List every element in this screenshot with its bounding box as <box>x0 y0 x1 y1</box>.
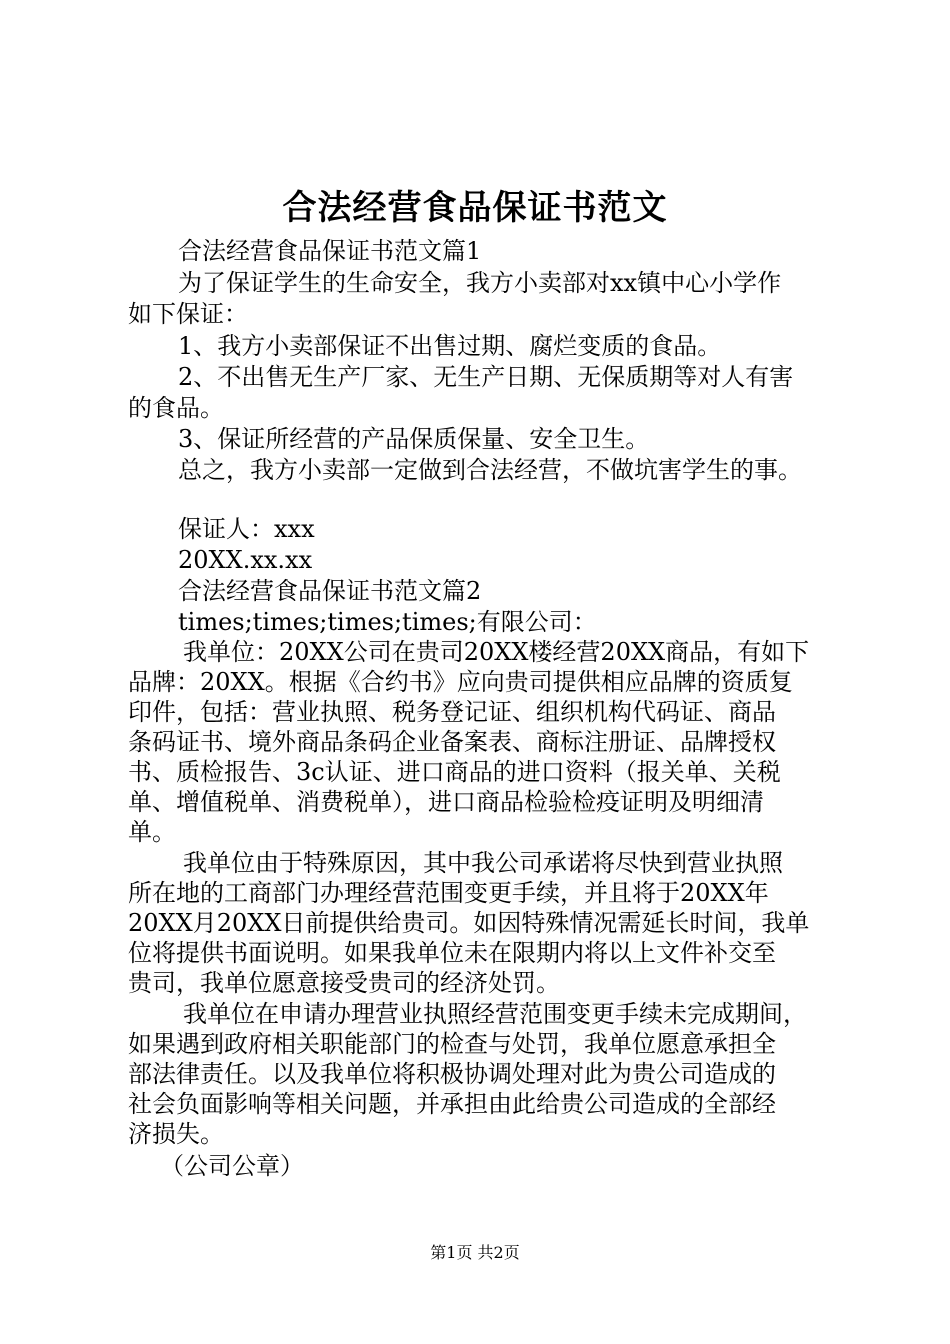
body-line: 济损失。 <box>128 1120 224 1148</box>
body-line: 位将提供书面说明。如果我单位未在限期内将以上文件补交至 <box>128 939 776 967</box>
body-line: 如果遇到政府相关职能部门的检查与处罚，我单位愿意承担全 <box>128 1030 776 1058</box>
body-line: 条码证书、境外商品条码企业备案表、商标注册证、品牌授权 <box>128 728 776 756</box>
company-seal-line: （公司公章） <box>160 1152 304 1180</box>
body-line: 总之，我方小卖部一定做到合法经营，不做坑害学生的事。 <box>178 456 802 484</box>
page-footer: 第1页 共2页 <box>430 1243 520 1262</box>
body-line: 我单位：20XX公司在贵司20XX楼经营20XX商品，有如下 <box>183 638 810 666</box>
document-title: 合法经营食品保证书范文 <box>282 188 668 228</box>
body-line: 品牌：20XX。根据《合约书》应向贵司提供相应品牌的资质复 <box>128 668 793 696</box>
body-line: 为了保证学生的生命安全，我方小卖部对xx镇中心小学作 <box>178 269 782 297</box>
body-line: 我单位由于特殊原因，其中我公司承诺将尽快到营业执照 <box>183 849 783 877</box>
date-line: 20XX.xx.xx <box>178 546 313 574</box>
body-line: 部法律责任。以及我单位将积极协调处理对此为贵公司造成的 <box>128 1060 776 1088</box>
body-line: 20XX月20XX日前提供给贵司。如因特殊情况需延长时间，我单 <box>128 909 810 937</box>
body-line: 我单位在申请办理营业执照经营范围变更手续未完成期间， <box>183 1000 807 1028</box>
body-line: 单。 <box>128 818 176 846</box>
body-line: 印件，包括：营业执照、税务登记证、组织机构代码证、商品 <box>128 698 776 726</box>
body-line: 的食品。 <box>128 394 224 422</box>
section-heading-2: 合法经营食品保证书范文篇2 <box>178 577 482 605</box>
body-line: 贵司，我单位愿意接受贵司的经济处罚。 <box>128 969 560 997</box>
body-line: 3、保证所经营的产品保质保量、安全卫生。 <box>178 425 650 453</box>
section-heading-1: 合法经营食品保证书范文篇1 <box>178 237 482 265</box>
body-line: 单、增值税单、消费税单），进口商品检验检疫证明及明细清 <box>128 788 764 816</box>
body-line: 1、我方小卖部保证不出售过期、腐烂变质的食品。 <box>178 332 722 360</box>
guarantor-line: 保证人：xxx <box>178 515 315 543</box>
body-line: 社会负面影响等相关问题，并承担由此给贵公司造成的全部经 <box>128 1090 776 1118</box>
body-line: 如下保证： <box>128 300 248 328</box>
body-line: 书、质检报告、3c认证、进口商品的进口资料（报关单、关税 <box>128 758 781 786</box>
body-line: 所在地的工商部门办理经营范围变更手续，并且将于20XX年 <box>128 879 769 907</box>
body-line: 2、不出售无生产厂家、无生产日期、无保质期等对人有害 <box>178 363 794 391</box>
addressee-line: times;times;times;times;有限公司： <box>178 608 597 636</box>
